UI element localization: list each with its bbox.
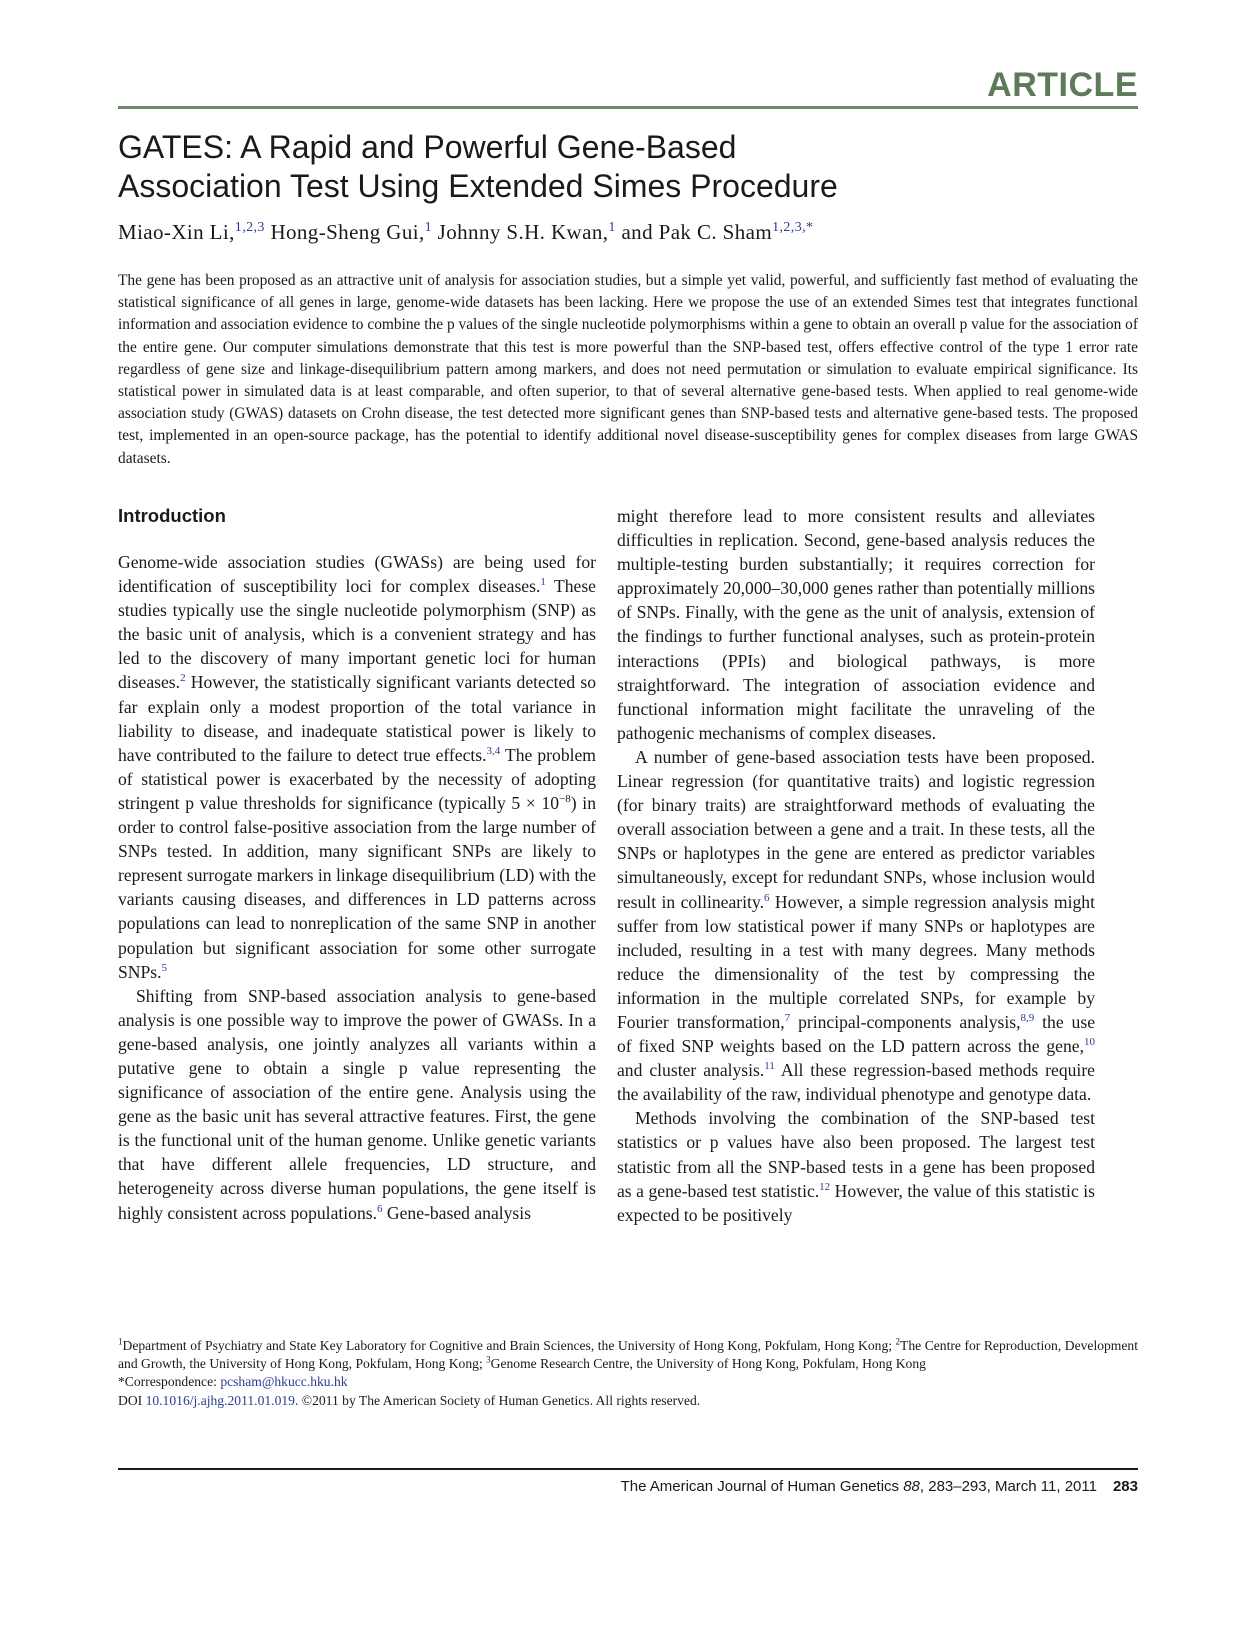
reference-link[interactable]: 8,9: [1020, 1012, 1035, 1025]
text-run: However, the value of this statistic is expected to be positively: [617, 1180, 1095, 1225]
text-run: Shifting from SNP-based association analysis to gene-based analysis is one possible way to improve the power of GWASs. In a gene-based analysis, one jointly analyzes all variants within a putative gene to obtain a single p value representing the significance of association of the entire gene. Analysis using the gene as the basic unit has several attractive features. First, the gene is the functional unit of the human genome. Unlike genetic variants that have different allele frequencies, LD structure, and heterogeneity across diverse human populations, the gene itself is highly consistent across populations.: [118, 985, 596, 1223]
affiliation-text: The Centre for Reproduction, Development and Growth, the University of Hong Kong, Pokfulam, Hong Kong;: [118, 1338, 1138, 1372]
reference-link[interactable]: 6: [377, 1202, 383, 1215]
intro-paragraph-3: might therefore lead to more consistent results and alleviates difficulties in replication. Second, gene-based analysis reduces the multiple-testing burden substantially; it requires correction for approximately 20,000–30,000 genes rather than potentially millions of SNPs. Finally, with the gene as the unit of analysis, extension of the findings to further functional analyses, such as protein-protein interactions (PPIs) and biological pathways, is more straightforward. The integration of association evidence and functional information might facilitate the unraveling of the pathogenic mechanisms of complex diseases.: [617, 506, 1095, 743]
reference-link[interactable]: 10: [1084, 1036, 1095, 1049]
article-title: [118, 128, 1018, 206]
author-kwan: Johnny S.H. Kwan,: [432, 220, 609, 244]
text-run: Gene-based analysis: [382, 1202, 532, 1223]
text-run: the use of fixed SNP weights based on the LD pattern across the gene,: [617, 1011, 1096, 1057]
text-run: However, a simple regression analysis might suffer from low statistical power if many SNPs or haplotypes are included, resulting in a test with many degrees. Many methods reduce the dimensionality of the test by compressing the information in the multiple correlated SNPs, for example by Fourier transformation,: [617, 891, 1095, 1032]
section-heading-introduction: Introduction: [118, 505, 226, 526]
journal-pages-date: , 283–293, March 11, 2011: [919, 1478, 1097, 1495]
intro-paragraph-1: [118, 550, 596, 984]
header-rule: [118, 106, 1138, 109]
author-gui-affiliation[interactable]: 1: [424, 220, 433, 235]
reference-link[interactable]: 11: [764, 1060, 775, 1073]
affiliations: [118, 1337, 1138, 1373]
text-run: A number of gene-based association tests have been proposed. Linear regression (for quantitative traits) and logistic regression (for binary traits) are straightforward methods of evaluating the overall association between a gene and a trait. In these tests, all the SNPs or haplotypes in the gene are entered as predictor variables simultaneously, except for redundant SNPs, whose inclusion would result in collinearity.: [617, 746, 1095, 912]
text-run: principal-components analysis,: [790, 1011, 1021, 1032]
author-gui: Hong-Sheng Gui,: [264, 220, 425, 244]
body-column-right: [617, 504, 1095, 1227]
journal-volume: 88: [903, 1478, 920, 1495]
abstract: The gene has been proposed as an attractive unit of analysis for association studies, but a simple yet valid, powerful, and sufficiently fast method of evaluating the statistical significance of all genes in large, genome-wide datasets has been lacking. Here we propose the use of an extended Simes test that integrates functional information and association evidence to combine the p values of the single nucleotide polymorphisms within a gene to obtain an overall p value for the association of the entire gene. Our computer simulations demonstrate that this test is more powerful than the SNP-based test, offers effective control of the type 1 error rate regardless of gene size and linkage-disequilibrium pattern among markers, and does not need permutation or simulation to evaluate empirical significance. Its statistical power in simulated data is at least comparable, and often superior, to that of several alternative gene-based tests. When applied to real genome-wide association study (GWAS) datasets on Crohn disease, the test detected more significant genes than SNP-based tests and alternative gene-based tests. The proposed test, implemented in an open-source package, has the potential to identify additional novel disease-susceptibility genes for complex diseases from large GWAS datasets.: [118, 272, 1138, 467]
author-sham-affiliation[interactable]: 1,2,3,*: [772, 220, 814, 235]
reference-link[interactable]: 7: [784, 1012, 791, 1025]
correspondence-email-link[interactable]: pcsham@hkucc.hku.hk: [220, 1374, 348, 1390]
affiliation-marker: 3: [486, 1354, 491, 1365]
affiliation-marker: 2: [895, 1336, 901, 1347]
text-run: and cluster analysis.: [617, 1060, 765, 1081]
doi-link[interactable]: 10.1016/j.ajhg.2011.01.019: [145, 1392, 295, 1408]
reference-link[interactable]: 6: [764, 891, 770, 904]
author-kwan-affiliation[interactable]: 1: [608, 220, 616, 235]
doi-line: [118, 1392, 1138, 1410]
reference-link[interactable]: 2: [180, 672, 186, 685]
intro-paragraph-4: [617, 745, 1095, 1106]
author-li: Miao-Xin Li,: [118, 220, 235, 244]
affiliation-marker: 1: [118, 1336, 123, 1347]
affiliation-text: Genome Research Centre, the University of Hong Kong, Pokfulam, Hong Kong: [490, 1356, 926, 1372]
journal-footer: [621, 1478, 1138, 1495]
footnotes: [118, 1337, 1138, 1410]
journal-name: The American Journal of Human Genetics: [620, 1478, 904, 1495]
article-type-label: ARTICLE: [987, 66, 1138, 104]
text-run: However, the statistically significant variants detected so far explain only a modest proportion of the total variance in liability to disease, and inadequate statistical power is likely to have contributed to the failure to detect true effects.: [118, 672, 596, 765]
text-run: Genome-wide association studies (GWASs) are being used for identification of susceptibility loci for complex diseases.: [118, 552, 596, 597]
doi-label: DOI: [118, 1392, 146, 1408]
reference-link[interactable]: 5: [161, 961, 168, 974]
footer-rule: [118, 1468, 1138, 1470]
page-number: 283: [1112, 1478, 1138, 1495]
copyright-text: . ©2011 by The American Society of Human Genetics. All rights reserved.: [294, 1392, 701, 1408]
intro-paragraph-2: [118, 984, 596, 1225]
correspondence-label: *Correspondence:: [118, 1374, 221, 1390]
text-run: Methods involving the combination of the SNP-based test statistics or p values have also been proposed. The largest test statistic from all the SNP-based tests in a gene has been proposed as a gene-based test statistic.: [617, 1108, 1095, 1201]
reference-link[interactable]: 1: [540, 576, 546, 589]
exponent: −8: [559, 793, 571, 806]
text-run: These studies typically use the single nucleotide polymorphism (SNP) as the basic unit of analysis, which is a convenient strategy and has led to the discovery of many important genetic loci for human diseases.: [118, 576, 596, 693]
article-page: [118, 0, 1138, 1632]
reference-link[interactable]: 12: [819, 1180, 831, 1193]
affiliation-text: Department of Psychiatry and State Key Laboratory for Cognitive and Brain Sciences, the University of Hong Kong, Pokfulam, Hong Kong;: [122, 1338, 896, 1353]
text-run: The problem of statistical power is exacerbated by the necessity of adopting stringent p value thresholds for significance (typically 5 × 10: [118, 744, 596, 813]
correspondence: [118, 1373, 1138, 1391]
author-sham: and Pak C. Sham: [615, 220, 773, 244]
title-line-2: Association Test Using Extended Simes Procedure: [118, 168, 838, 204]
body-column-left: [118, 504, 596, 1225]
text-run: All these regression-based methods require the availability of the raw, individual phenotype and genotype data.: [617, 1060, 1095, 1105]
intro-paragraph-5: [617, 1106, 1095, 1226]
author-list: [118, 220, 813, 245]
text-run: ) in order to control false-positive association from the large number of SNPs tested. In addition, many significant SNPs are likely to represent surrogate markers in linkage disequilibrium (LD) with the variants causing diseases, and differences in LD patterns across populations can lead to nonreplication of the same SNP in another population but significant association for some other surrogate SNPs.: [118, 792, 596, 982]
author-li-affiliation[interactable]: 1,2,3: [234, 220, 265, 235]
title-line-1: GATES: A Rapid and Powerful Gene-Based: [118, 129, 737, 165]
reference-link[interactable]: 3,4: [486, 744, 501, 757]
